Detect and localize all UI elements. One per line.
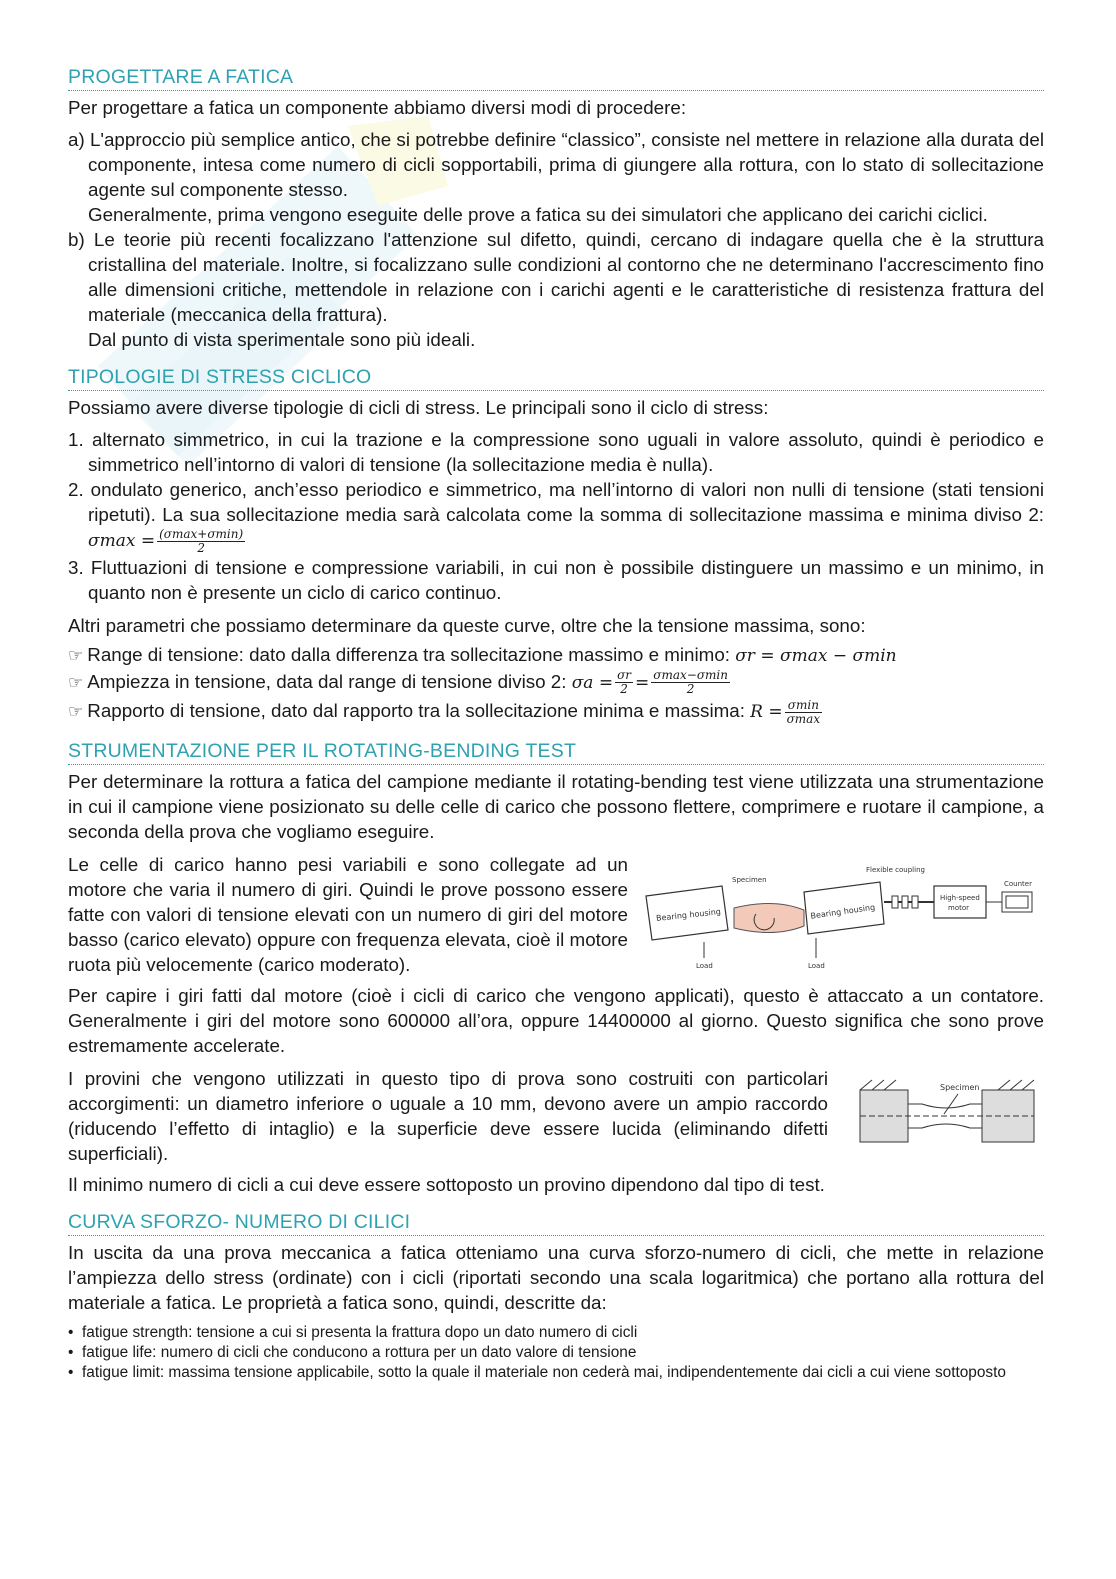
param-range [68,642,1044,669]
fraction-denominator: 2 [197,540,205,555]
label-specimen: Specimen [732,876,767,885]
figure-row-machine [68,852,1044,977]
list-item-text: fatigue limit: massima tensione applicabile, sotto la quale il materiale non cederà mai, indipendentemente dai cicli a cui viene sottoposto [82,1363,1006,1381]
label-flexible-coupling: Flexible coupling [866,866,925,875]
paragraph-load-cells: Le celle di carico hanno pesi variabili e sono collegate ad un motore che varia il numero di giri. Quindi le prove possono essere fatte con valori di tensione elevati con un numero di giri del motore basso (carico elevato) oppure con frequenza elevata, cioè il motore ruota più velocemente (carico moderato). [68,853,628,975]
list-item-2 [68,477,1044,555]
fatigue-properties-list [68,1323,1044,1383]
label-counter: Counter [1004,880,1032,889]
list-item [68,1363,1044,1383]
fraction-numerator: σmax−σmin [653,668,728,683]
formula-range: σr = σmax − σmin [735,645,897,666]
formula-fraction [157,528,245,555]
list-item-b-note: Dal punto di vista sperimentale sono più ideali. [88,329,476,350]
bullet-icon: • [68,1343,74,1361]
bullet-icon: • [68,1363,74,1381]
section-title-curva: CURVA SFORZO- NUMERO DI CILICI [68,1211,1044,1236]
hand-bullet-icon: ☞ [68,672,84,692]
list-item-text: fatigue life: numero di cicli che conducono a rottura per un dato valore di tensione [82,1343,637,1361]
param-range-text: Range di tensione: dato dalla differenza tra sollecitazione massimo e minimo: [87,643,736,665]
rotating-bending-machine-figure [644,858,1036,970]
label-bearing-housing-2: Bearing housing [809,902,876,921]
figure-row-specimen [68,1066,1044,1166]
label-motor: motor [948,904,970,913]
formula-ratio-lhs: R = [750,702,783,723]
list-item [68,1323,1044,1343]
fraction-numerator: σr [617,668,632,683]
paragraph-rotating-bending: Per determinare la rottura a fatica del campione mediante il rotating-bending test viene utilizzata una strumentazione in cui il campione viene posizionato su delle celle di carico che possono flettere, comprimere e ruotare il campione, a seconda della prova che vogliamo eseguire. [68,770,1044,842]
param-ratio [68,698,1044,726]
fraction-numerator: (σmax+σmin) [159,526,244,541]
formula-fraction [651,669,730,696]
fraction-numerator: σmin [785,699,823,713]
fraction-denominator: 2 [620,682,628,697]
list-item-2-text: 2. ondulato generico, anch’esso periodico e simmetrico, ma nell’intorno di valori non nulli di tensione (stati tensioni ripetuti). La sua sollecitazione media sarà calcolata come la somma di sollecitazione massima e minima diviso 2: [68,479,1044,525]
label-bearing-housing-1: Bearing housing [655,907,722,923]
document-page [68,66,1044,1383]
formula-sigma-max-lhs: σmax = [88,531,156,551]
formula-amplitude-lhs: σa = [571,672,614,693]
label-load-2: Load [808,962,825,971]
section-title-progettare: PROGETTARE A FATICA [68,66,1044,91]
param-amplitude [68,669,1044,697]
hand-bullet-icon: ☞ [68,702,84,722]
paragraph-specimens: I provini che vengono utilizzati in questo tipo di prova sono costruiti con particolari accorgimenti: un diametro inferiore o uguale a 10 mm, devono avere un ampio raccordo (riducendo l’effetto di intaglio) e la superficie deve essere lucida (eliminando difetti superficiali). [68,1067,828,1164]
fraction-denominator: σmax [786,711,821,726]
hand-bullet-icon: ☞ [68,645,84,665]
section-title-strumentazione: STRUMENTAZIONE PER IL ROTATING-BENDING TEST [68,740,1044,765]
formula-equals: = [635,672,650,693]
list-item-3: 3. Fluttuazioni di tensione e compressione variabili, in cui non è possibile distinguere un massimo e un minimo, in quanto non è presente un ciclo di carico continuo. [68,556,1044,603]
list-item-b: b) Le teorie più recenti focalizzano l'attenzione sul difetto, quindi, cercano di indagare quella che è la struttura cristallina del materiale. Inoltre, si focalizzano sulle condizioni al contorno che ne determinano l'accrescimento fino alle dimensioni critiche, mettendole in relazione con i carichi agenti e le caratteristiche di resistenza frattura del materiale (meccanica della frattura). [68,229,1044,325]
specimen-figure [858,1076,1036,1156]
intro-paragraph: Possiamo avere diverse tipologie di cicli di stress. Le principali sono il ciclo di stress: [68,397,769,418]
formula-fraction [615,669,633,696]
label-load-1: Load [696,962,713,971]
param-ratio-text: Rapporto di tensione, dato dal rapporto tra la sollecitazione minima e massima: [87,700,751,722]
formula-fraction [785,699,823,726]
list-item-1: 1. alternato simmetrico, in cui la trazione e la compressione sono uguali in valore assoluto, quindi è periodico e simmetrico nell’intorno di valori di tensione (la sollecitazione media è nulla). [68,429,1044,475]
bullet-icon: • [68,1323,74,1341]
list-item-text: fatigue strength: tensione a cui si presenta la frattura dopo un dato numero di cicli [82,1323,638,1341]
paragraph-sn-curve: In uscita da una prova meccanica a fatica otteniamo una curva sforzo-numero di cicli, che mette in relazione l’ampiezza dello stress (ordinate) con i cicli (riportati secondo una scala logaritmica) che portano alla rottura del materiale a fatica. Le proprietà a fatica sono, quindi, descritte da: [68,1241,1044,1313]
list-item [68,1343,1044,1363]
paragraph-counter: Per capire i giri fatti dal motore (cioè i cicli di carico che vengono applicati), questo è attaccato a un contatore. Generalmente i giri del motore sono 600000 all’ora, oppure 14400000 al giorno. Questo significa che sono prove estremamente accelerate. [68,984,1044,1056]
list-item-a-note: Generalmente, prima vengono eseguite delle prove a fatica su dei simulatori che applicano dei carichi ciclici. [88,204,988,225]
paragraph-min-cycles: Il minimo numero di cicli a cui deve essere sottoposto un provino dipendono dal tipo di test. [68,1173,825,1195]
label-high-speed: High-speed [940,894,980,903]
paragraph-other-params: Altri parametri che possiamo determinare da queste curve, oltre che la tensione massima, sono: [68,614,866,636]
fraction-denominator: 2 [686,682,695,697]
section-title-tipologie: TIPOLOGIE DI STRESS CICLICO [68,366,1044,391]
list-item-a: a) L'approccio più semplice antico, che si potrebbe definire “classico”, consiste nel mettere in relazione alla durata del componente, intesa come numero di cicli sopportabili, prima di giungere alla rottura, con lo stato di sollecitazione agente sul componente stesso. [68,129,1044,200]
param-amplitude-text: Ampiezza in tensione, data dal range di tensione diviso 2: [87,670,572,692]
intro-paragraph: Per progettare a fatica un componente abbiamo diversi modi di procedere: [68,97,687,118]
label-specimen: Specimen [940,1082,980,1092]
